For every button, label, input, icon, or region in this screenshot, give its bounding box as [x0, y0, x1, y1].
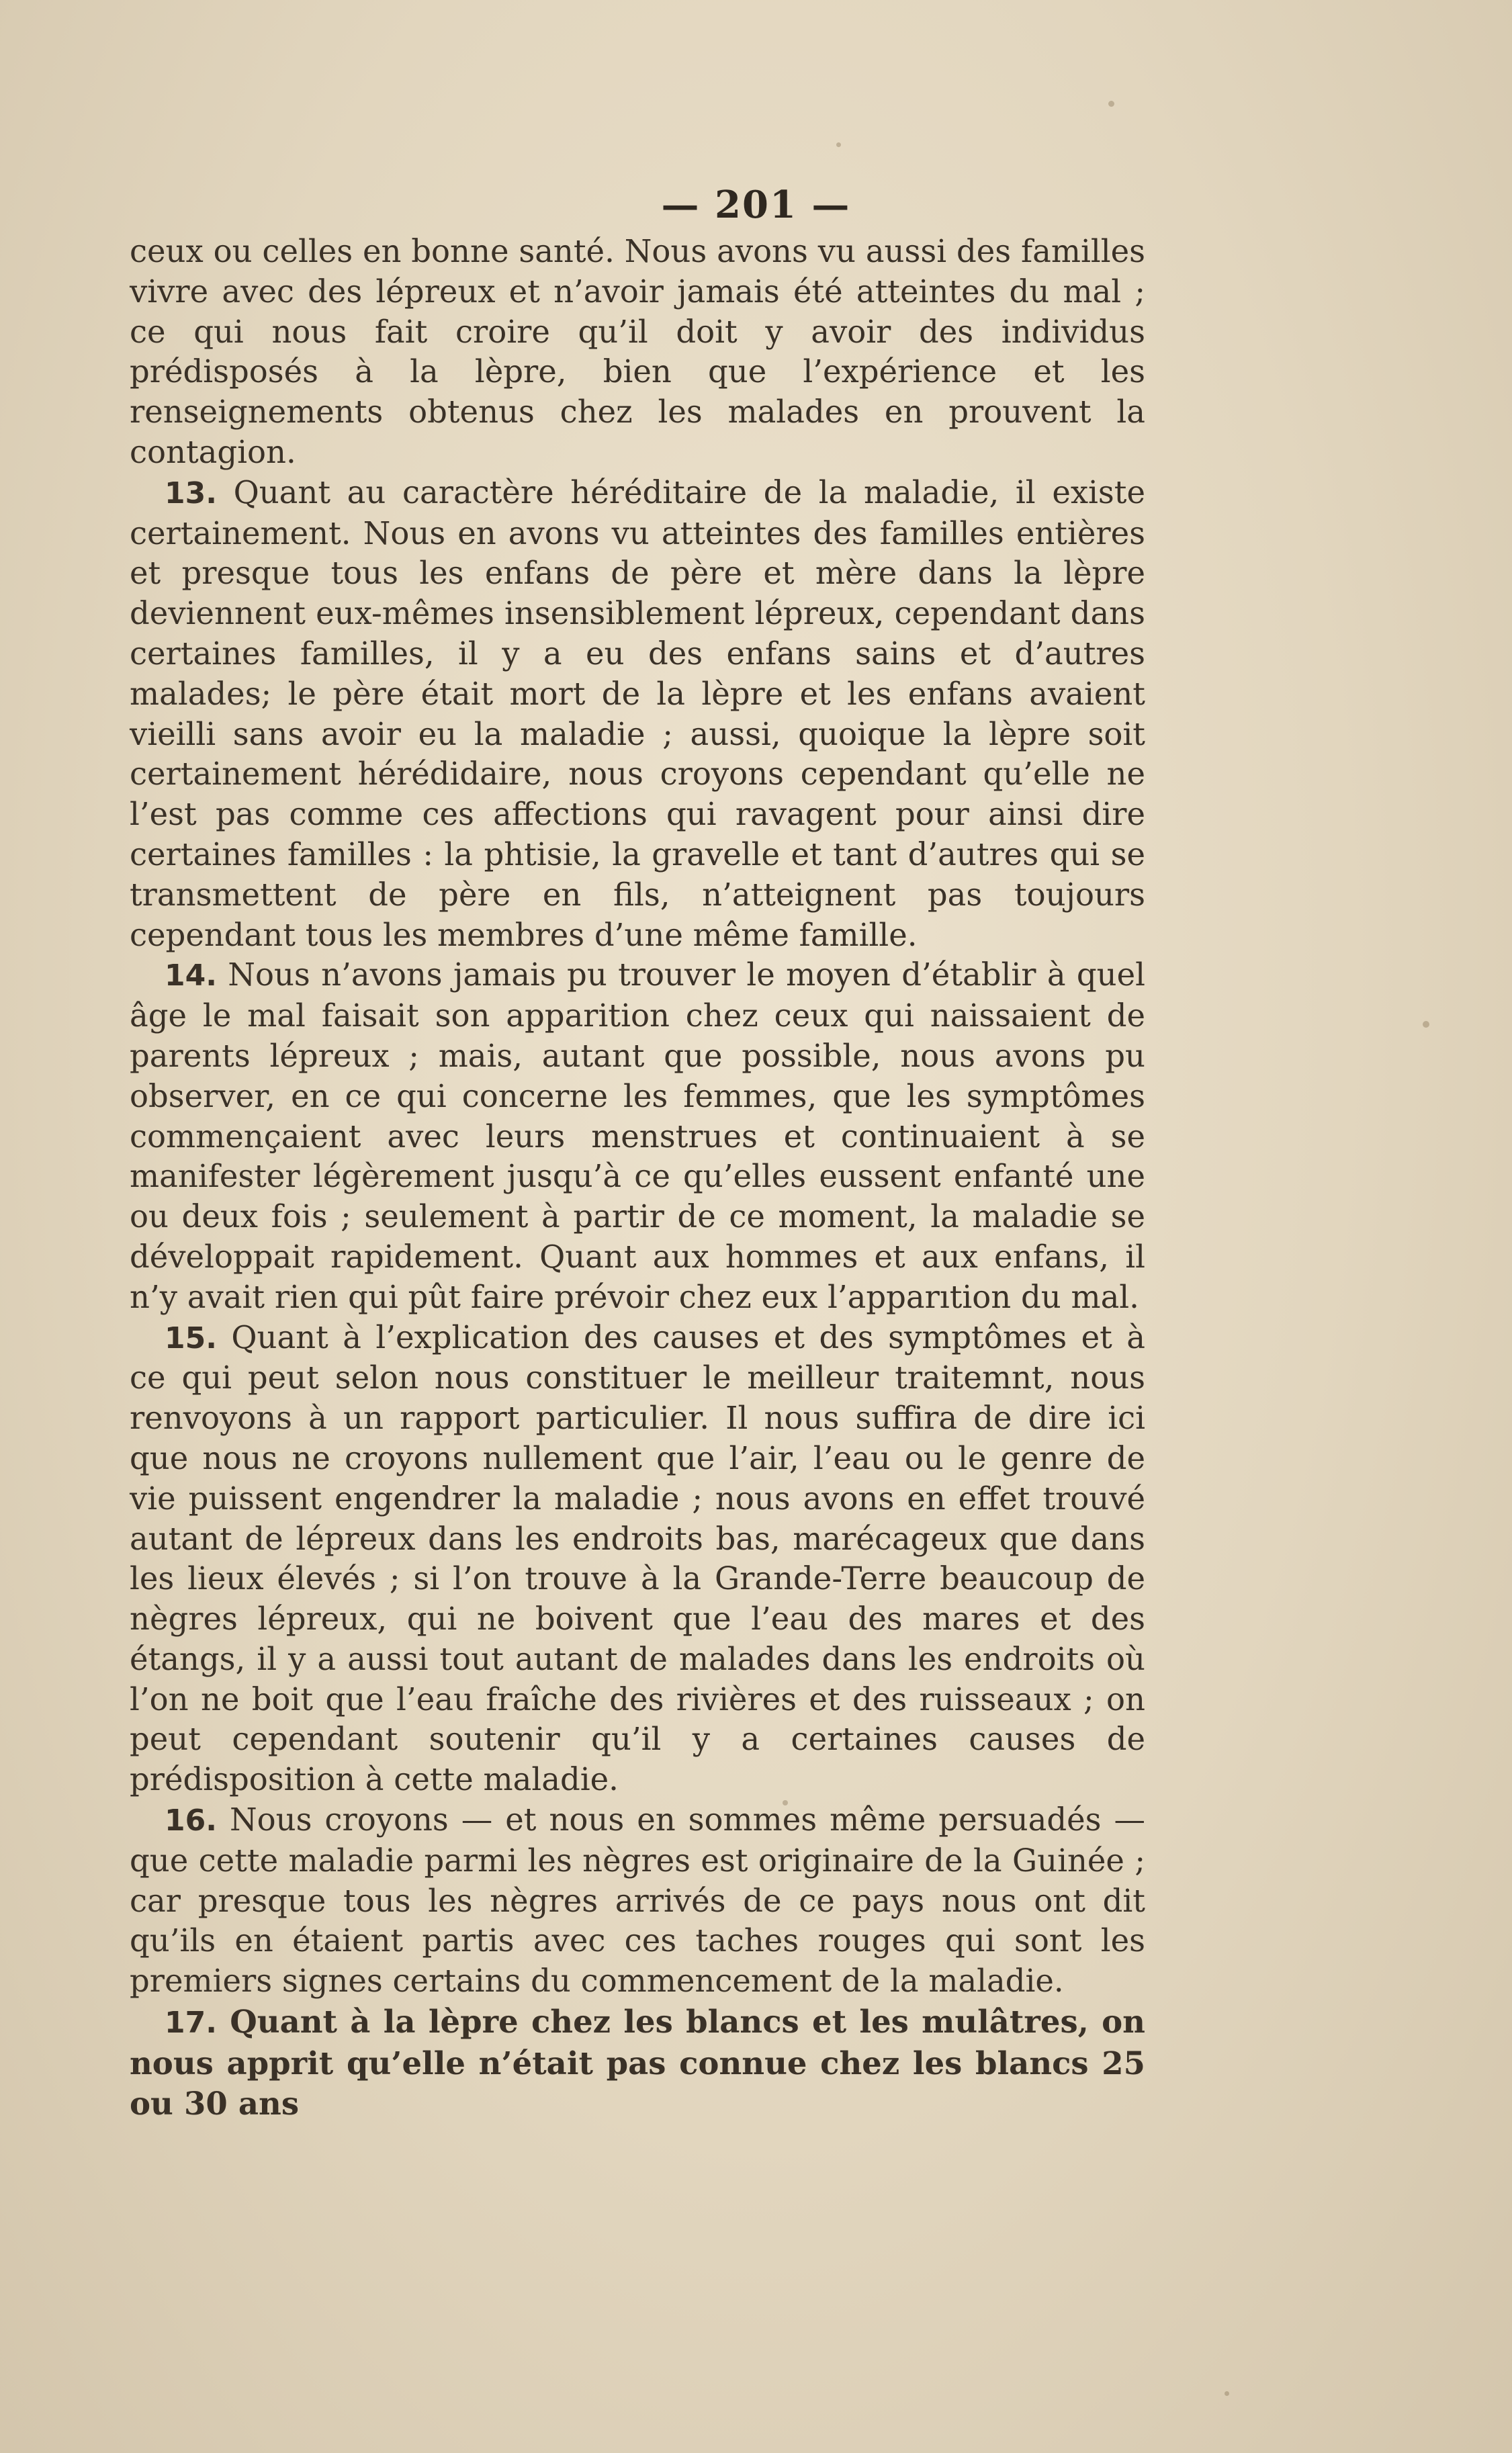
body-text — [130, 232, 1145, 2123]
paragraph — [130, 1800, 1145, 2002]
paragraph-number: 13. — [165, 476, 217, 510]
paragraph-text: ceux ou celles en bonne santé. Nous avons vu aussi des familles vivre avec des lépreux et n’avoir jamais été atteintes du mal ; ce qui nous fait croire qu’il doit y avoir des individus prédisposés à la lèpre, bien que l’expérience et les renseignements obtenus chez les malades en prouvent la contagion. — [130, 233, 1145, 470]
paragraph-text: Quant à l’explication des causes et des symptômes et à ce qui peut selon nous constituer le meilleur traitemnt, nous renvoyons à un rapport particulier. Il nous suffira de dire ici que nous ne croyons nullement que l’air, l’eau ou le genre de vie puissent engendrer la maladie ; nous avons en effet trouvé autant de lépreux dans les endroits bas, marécageux que dans les lieux élevés ; si l’on trouve à la Grande-Terre beaucoup de nègres lépreux, qui ne boivent que l’eau des mares et des étangs, il y a aussi tout autant de malades dans les endroits où l’on ne boit que l’eau fraîche des rivières et des ruisseaux ; on peut cependant soutenir qu’il y a certaines causes de prédisposition à cette maladie. — [130, 1319, 1145, 1798]
paragraph-number: 17. — [165, 2006, 217, 2041]
paper-speck — [1225, 2391, 1229, 2396]
paragraph — [130, 473, 1145, 956]
page-number: — 201 — — [661, 183, 851, 227]
paragraph — [130, 1318, 1145, 1801]
paragraph-number: 14. — [165, 958, 217, 993]
paragraph — [130, 232, 1145, 473]
paragraph-text: Nous n’avons jamais pu trouver le moyen d’établir à quel âge le mal faisait son apparition chez ceux qui naissaient de parents lépreux ; mais, autant que possible, nous avons pu observer, en ce qui concerne les femmes, que les symptômes commençaient avec leurs menstrues et continuaient à se manifester légèrement jusqu’à ce qu’elles eussent enfanté une ou deux fois ; seulement à partir de ce moment, la maladie se développait rapidement. Quant aux hommes et aux enfans, il n’y avait rien qui pût faire prévoir chez eux l’apparıtion du mal. — [130, 956, 1145, 1315]
paper-speck — [1108, 101, 1114, 107]
paper-speck — [836, 142, 841, 147]
paper-speck — [1423, 1021, 1429, 1028]
paragraph-text: Quant au caractère héréditaire de la maladie, il existe certainement. Nous en avons vu atteintes des familles entières et presque tous les enfans de père et mère dans la lèpre deviennent eux-mêmes insensiblement lépreux, cependant dans certaines familles, il y a eu des enfans sains et d’autres malades; le père était mort de la lèpre et les enfans avaient vieilli sans avoir eu la maladie ; aussi, quoique la lèpre soit certainement hérédidaire, nous croyons cependant qu’elle ne l’est pas comme ces affections qui ravagent pour ainsi dire certaines familles : la phtisie, la gravelle et tant d’autres qui se transmettent de père en fils, n’atteignent pas toujours cependant tous les membres d’une même famille. — [130, 474, 1145, 953]
paragraph-number: 15. — [165, 1321, 217, 1355]
paragraph-text: Nous croyons — et nous en sommes même persuadés — que cette maladie parmi les nègres est originaire de la Guinée ; car presque tous les nègres arrivés de ce pays nous ont dit qu’ils en étaient partis avec ces taches rouges qui sont les premiers signes certains du commencement de la maladie. — [130, 1801, 1145, 2000]
paragraph-text: Quant à la lèpre chez les blancs et les mulâtres, on nous apprit qu’elle n’était pas connue chez les blancs 25 ou 30 ans — [130, 2003, 1145, 2122]
paragraph-number: 16. — [165, 1803, 217, 1838]
paragraph — [130, 955, 1145, 1317]
paragraph — [130, 2002, 1145, 2123]
